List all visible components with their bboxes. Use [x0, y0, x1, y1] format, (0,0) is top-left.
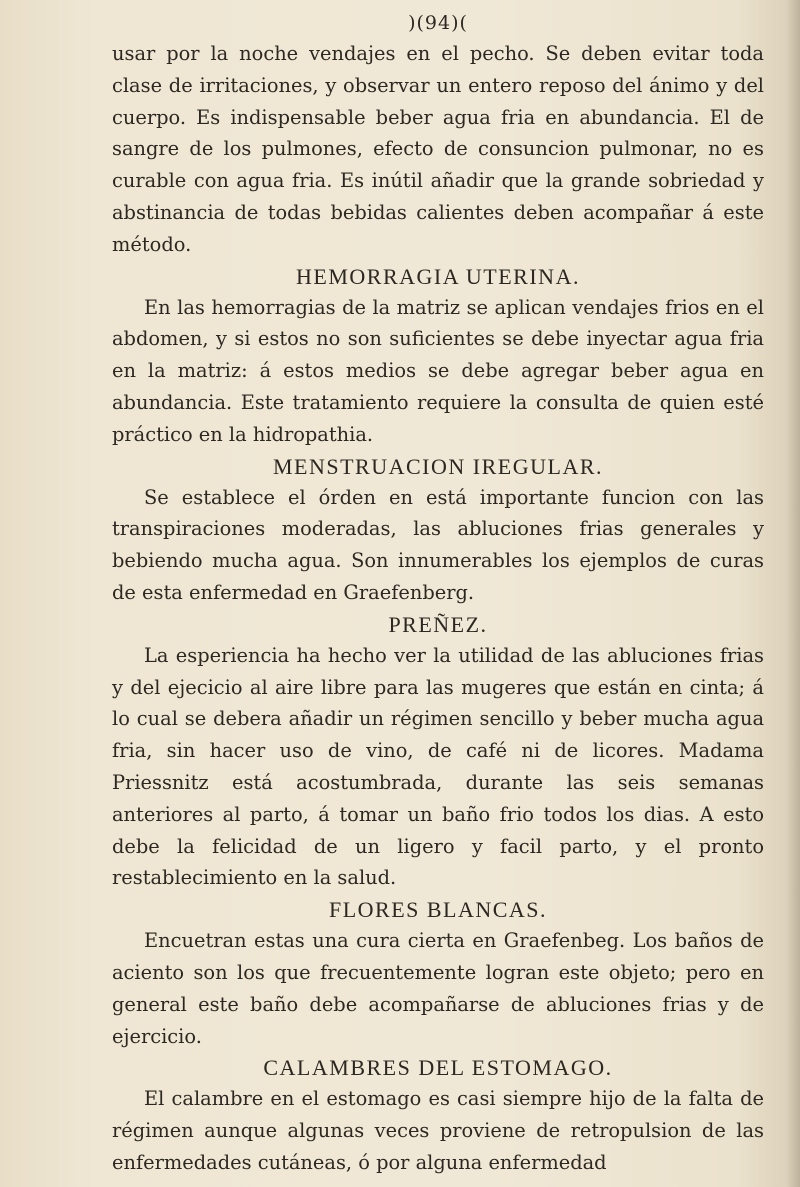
paragraph-calambres-del-estomago: El calambre en el estomago es casi siempre hijo de la falta de régimen aunque algunas veces proviene de retropulsion de las enfermedades cutáneas, ó por alguna enfermedad: [112, 1087, 764, 1174]
page-edge-shadow: [786, 0, 800, 1187]
paragraph-flores-blancas: Encuetran estas una cura cierta en Graefenbeg. Los baños de aciento son los que frecuentemente logran este objeto; pero en general este baño debe acompañarse de abluciones frias y de ejercicio.: [112, 929, 764, 1048]
heading-prenez: PREÑEZ.: [388, 611, 488, 637]
heading-menstruacion-iregular: MENSTRUACION IREGULAR.: [273, 453, 603, 479]
paragraph-hemorragia-uterina: En las hemorragias de la matriz se aplican vendajes frios en el abdomen, y si estos no son suficientes se debe inyectar agua fria en la matriz: á estos medios se debe agregar beber agua en abundancia. Este tratamiento requiere la consulta de quien esté práctico en la hidropathia.: [112, 295, 764, 446]
paragraph-menstruacion-iregular: Se establece el órden en está importante funcion con las transpiraciones moderadas, las abluciones frias generales y bebiendo mucha agua. Son innumerables los ejemplos de curas de esta enfermedad en Graefenberg.: [112, 485, 764, 604]
intro-paragraph: usar por la noche vendajes en el pecho. Se deben evitar toda clase de irritaciones, y observar un entero reposo del ánimo y del cuerpo. Es indispensable beber agua fria en abundancia. El de sangre de los pulmones, efecto de consuncion pulmonar, no es curable con agua fria. Es inútil añadir que la grande sobriedad y abstinancia de todas bebidas calientes deben acompañar á este método.: [112, 42, 764, 256]
page-content: [112, 10, 764, 1179]
page-number: )(94)(: [408, 12, 468, 34]
heading-hemorragia-uterina: HEMORRAGIA UTERINA.: [296, 263, 580, 289]
heading-calambres-del-estomago: CALAMBRES DEL ESTOMAGO.: [263, 1055, 613, 1081]
heading-flores-blancas: FLORES BLANCAS.: [328, 897, 548, 923]
paragraph-prenez: La esperiencia ha hecho ver la utilidad de las abluciones frias y del ejecicio al aire libre para las mugeres que están en cinta; á lo cual se debera añadir un régimen sencillo y beber mucha agua fria, sin hacer uso de vino, de café ni de licores. Madama Priessnitz está acostumbrada, durante las seis semanas anteriores al parto, á tomar un baño frio todos los dias. A esto debe la felicidad de un ligero y facil parto, y el pronto restablecimiento en la salud.: [112, 643, 764, 890]
